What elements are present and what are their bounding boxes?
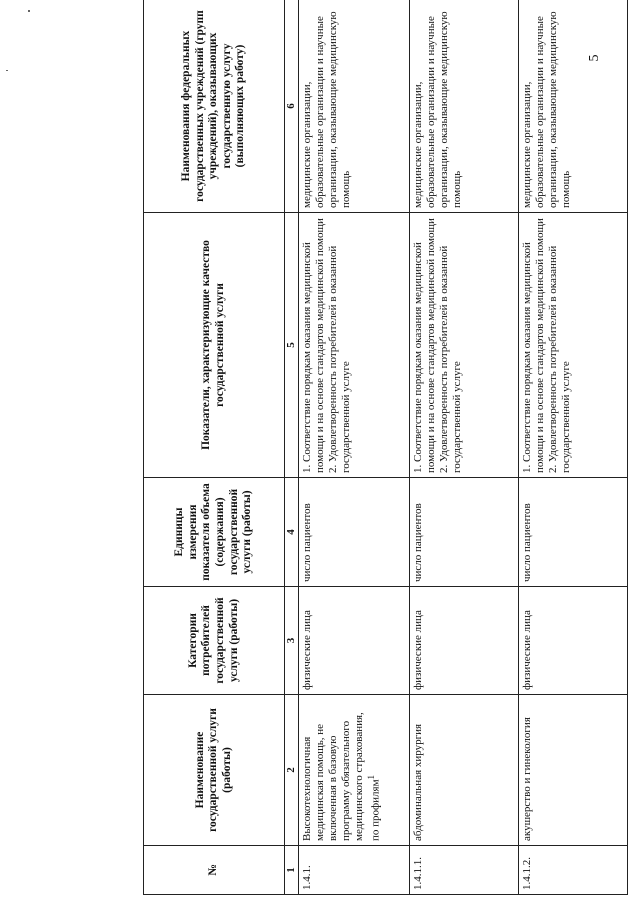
column-number: 3 — [285, 587, 299, 695]
service-name: Высокотехнологичная медицинская помощь, не включенная в базовую программу обязательного медицинского страхования, по профилям — [300, 712, 382, 841]
services-table — [143, 0, 628, 895]
rotated-page-content — [143, 0, 573, 895]
table-row — [518, 0, 627, 895]
quality-indicators: 1. Соответствие порядкам оказания медицинской помощи и на основе стандартов медицинской помощи 2. Удовлетворенность потребителей в оказанной государственной услуге — [409, 213, 518, 478]
quality-indicators: 1. Соответствие порядкам оказания медицинской помощи и на основе стандартов медицинской помощи 2. Удовлетворенность потребителей в оказанной государственной услуге — [518, 213, 627, 478]
column-number: 4 — [285, 478, 299, 587]
institutions: медицинские организации, образовательные организации и научные организации, оказывающие медицинскую помощь — [409, 0, 518, 213]
column-number: 1 — [285, 846, 299, 895]
column-number-row — [285, 0, 299, 895]
quality-indicators: 1. Соответствие порядкам оказания медицинской помощи и на основе стандартов медицинской помощи 2. Удовлетворенность потребителей в оказанной государственной услуге — [298, 213, 409, 478]
header-quality-indicators: Показатели, характеризующие качество государственной услуги — [144, 213, 285, 478]
service-name: абдоминальная хирургия — [409, 695, 518, 846]
row-number: 1.4.1.2. — [518, 846, 627, 895]
consumer-category: физические лица — [409, 587, 518, 695]
consumer-category: физические лица — [518, 587, 627, 695]
header-number: № — [144, 846, 285, 895]
volume-unit: число пациентов — [518, 478, 627, 587]
column-number: 2 — [285, 695, 299, 846]
page-number: 5 — [587, 54, 602, 62]
header-row — [144, 0, 285, 895]
header-volume-unit: Единицы измерения показателя объема (содержания) государственной услуги (работы) — [144, 478, 285, 587]
column-number: 5 — [285, 213, 299, 478]
footnote-marker: 1 — [365, 774, 376, 780]
table-row — [298, 0, 409, 895]
institutions: медицинские организации, образовательные организации и научные организации, оказывающие медицинскую помощь — [518, 0, 627, 213]
row-number: 1.4.1. — [298, 846, 409, 895]
service-name-cell — [298, 695, 409, 846]
row-number: 1.4.1.1. — [409, 846, 518, 895]
volume-unit: число пациентов — [409, 478, 518, 587]
service-name: акушерство и гинекология — [518, 695, 627, 846]
header-service-name: Наименование государственной услуги (работы) — [144, 695, 285, 846]
scan-speck — [6, 70, 8, 71]
consumer-category: физические лица — [298, 587, 409, 695]
institutions: медицинские организации, образовательные организации и научные организации, оказывающие медицинскую помощь — [298, 0, 409, 213]
table-row — [409, 0, 518, 895]
header-consumer-categories: Категории потребителей государственной услуги (работы) — [144, 587, 285, 695]
column-number: 6 — [285, 0, 299, 213]
header-institutions: Наименования федеральных государственных учреждений (групп учреждений), оказывающих государственную услугу (выполняющих работу) — [144, 0, 285, 213]
scan-speck — [28, 10, 30, 12]
volume-unit: число пациентов — [298, 478, 409, 587]
